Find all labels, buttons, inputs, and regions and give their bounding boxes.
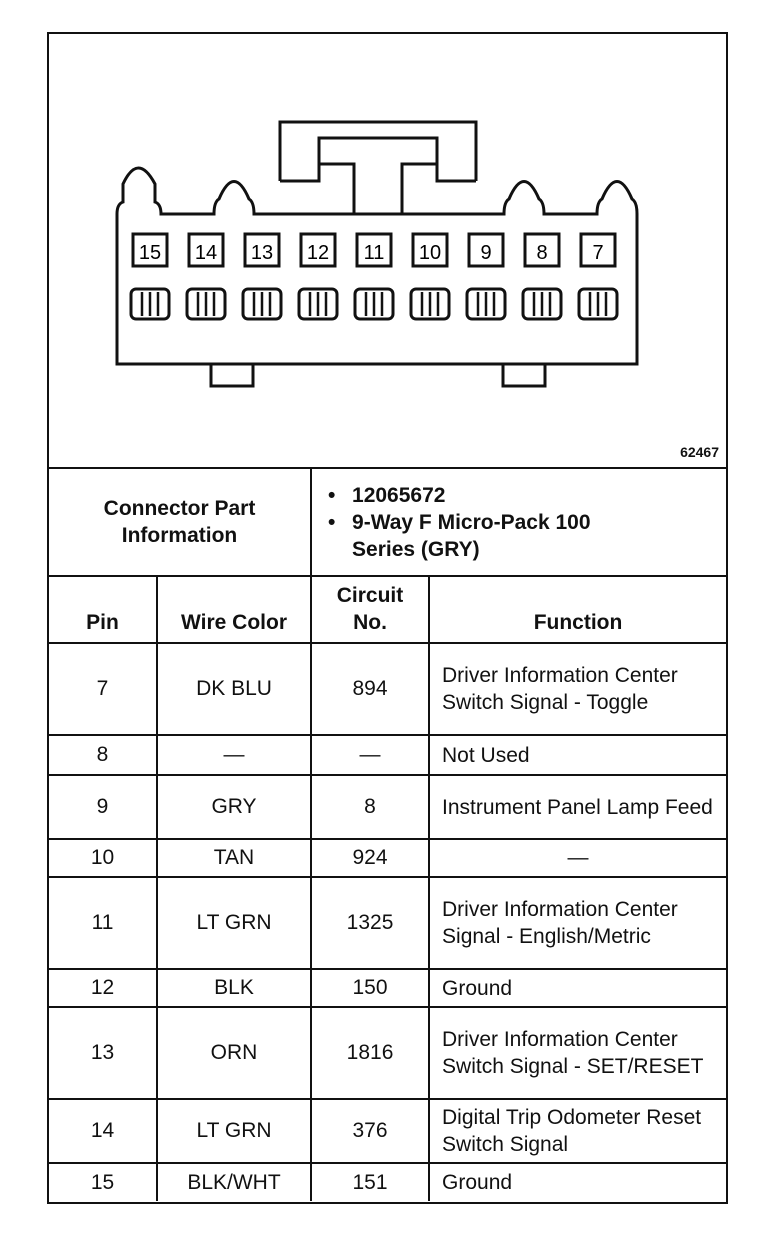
cell-wire-color: LT GRN bbox=[157, 1099, 311, 1163]
terminal-cavity bbox=[187, 289, 225, 319]
cell-wire-color: TAN bbox=[157, 839, 311, 877]
pin-number-label: 14 bbox=[194, 242, 218, 264]
pin-number-label: 13 bbox=[250, 242, 274, 264]
figure-number: 62467 bbox=[680, 444, 719, 460]
terminal-cavity bbox=[411, 289, 449, 319]
table-row bbox=[49, 839, 726, 877]
terminal-cavity bbox=[299, 289, 337, 319]
connector-diagram bbox=[49, 34, 726, 467]
cell-pin: 14 bbox=[49, 1099, 157, 1163]
header-wire-color: Wire Color bbox=[157, 576, 311, 643]
cell-circuit: 894 bbox=[311, 643, 429, 735]
cell-circuit: — bbox=[311, 735, 429, 775]
cell-circuit: 924 bbox=[311, 839, 429, 877]
pin-number-label: 10 bbox=[418, 242, 442, 264]
part-description: • 9-Way F Micro-Pack 100 Series (GRY) bbox=[352, 509, 612, 563]
terminal-cavity bbox=[523, 289, 561, 319]
cell-wire-color: LT GRN bbox=[157, 877, 311, 969]
pin-number-box bbox=[245, 234, 279, 266]
table-row bbox=[49, 735, 726, 775]
table-row bbox=[49, 775, 726, 839]
cell-pin: 13 bbox=[49, 1007, 157, 1099]
cell-pin: 11 bbox=[49, 877, 157, 969]
foot-left bbox=[211, 364, 253, 386]
cell-function: Ground bbox=[429, 1163, 726, 1201]
table-row bbox=[49, 877, 726, 969]
terminal-cavity bbox=[579, 289, 617, 319]
cell-circuit: 376 bbox=[311, 1099, 429, 1163]
cell-circuit: 1816 bbox=[311, 1007, 429, 1099]
cell-function: Driver Information Center Switch Signal - SET/RESET bbox=[429, 1007, 726, 1099]
pin-number-box bbox=[413, 234, 447, 266]
table-row bbox=[49, 1007, 726, 1099]
cell-wire-color: — bbox=[157, 735, 311, 775]
part-info-label: Connector Part Information bbox=[49, 468, 311, 576]
pin-number-box bbox=[133, 234, 167, 266]
cell-function: Driver Information Center Signal - English/Metric bbox=[429, 877, 726, 969]
table-row bbox=[49, 969, 726, 1007]
pin-number-label: 8 bbox=[536, 242, 548, 264]
latch-outer bbox=[280, 122, 476, 181]
cell-pin: 12 bbox=[49, 969, 157, 1007]
table-row bbox=[49, 1163, 726, 1201]
header-circuit: Circuit No. bbox=[311, 576, 429, 643]
cell-circuit: 1325 bbox=[311, 877, 429, 969]
cell-circuit: 8 bbox=[311, 775, 429, 839]
cell-pin: 8 bbox=[49, 735, 157, 775]
table-row bbox=[49, 1099, 726, 1163]
cell-wire-color: DK BLU bbox=[157, 643, 311, 735]
pin-number-box bbox=[357, 234, 391, 266]
latch-inner bbox=[280, 138, 476, 181]
cell-function: Digital Trip Odometer Reset Switch Signal bbox=[429, 1099, 726, 1163]
pin-number-box bbox=[189, 234, 223, 266]
pin-number-box bbox=[581, 234, 615, 266]
pin-table bbox=[49, 467, 726, 1201]
foot-right bbox=[503, 364, 545, 386]
pin-number-label: 12 bbox=[306, 242, 330, 264]
cell-wire-color: GRY bbox=[157, 775, 311, 839]
cell-function: — bbox=[429, 839, 726, 877]
part-number: • 12065672 bbox=[352, 482, 726, 509]
pin-number-label: 9 bbox=[480, 242, 492, 264]
table-row bbox=[49, 643, 726, 735]
cell-pin: 15 bbox=[49, 1163, 157, 1201]
cell-pin: 10 bbox=[49, 839, 157, 877]
pin-number-box bbox=[525, 234, 559, 266]
pin-number-label: 11 bbox=[363, 242, 385, 264]
cell-circuit: 151 bbox=[311, 1163, 429, 1201]
cell-function: Instrument Panel Lamp Feed bbox=[429, 775, 726, 839]
pin-number-label: 7 bbox=[592, 242, 604, 264]
part-info-values bbox=[311, 468, 726, 576]
header-function: Function bbox=[429, 576, 726, 643]
pin-number-label: 15 bbox=[138, 242, 162, 264]
cell-wire-color: BLK bbox=[157, 969, 311, 1007]
terminal-cavity bbox=[467, 289, 505, 319]
terminal-cavity bbox=[243, 289, 281, 319]
cell-pin: 9 bbox=[49, 775, 157, 839]
cell-circuit: 150 bbox=[311, 969, 429, 1007]
cell-wire-color: BLK/WHT bbox=[157, 1163, 311, 1201]
header-pin: Pin bbox=[49, 576, 157, 643]
cell-function: Ground bbox=[429, 969, 726, 1007]
cell-pin: 7 bbox=[49, 643, 157, 735]
terminal-cavity bbox=[355, 289, 393, 319]
header-row bbox=[49, 576, 726, 643]
cell-function: Not Used bbox=[429, 735, 726, 775]
pin-number-box bbox=[301, 234, 335, 266]
cell-wire-color: ORN bbox=[157, 1007, 311, 1099]
part-info-row bbox=[49, 468, 726, 576]
cell-function: Driver Information Center Switch Signal - Toggle bbox=[429, 643, 726, 735]
pin-number-box bbox=[469, 234, 503, 266]
terminal-cavity bbox=[131, 289, 169, 319]
connector-sheet bbox=[47, 32, 728, 1204]
